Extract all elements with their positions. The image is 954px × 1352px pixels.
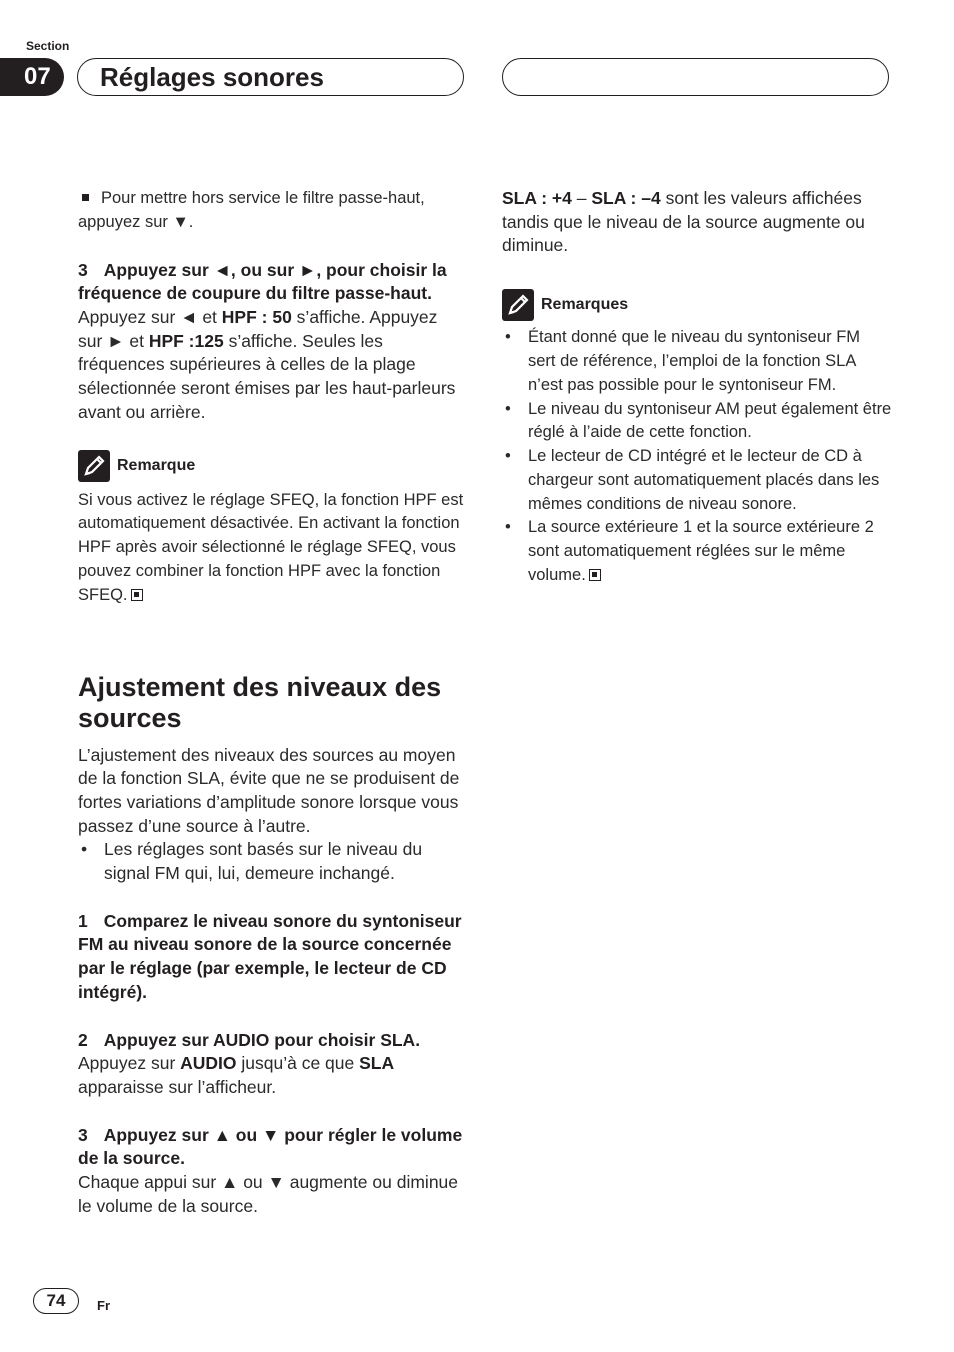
header-empty-box <box>502 58 889 96</box>
section-heading: Ajustement des niveaux des sources <box>78 671 442 733</box>
note-text: La source extérieure 1 et la source extérieure 2 sont automatiquement réglées sur le même volume. <box>528 518 874 585</box>
list-item: • Les réglages sont basés sur le niveau du signal FM qui, lui, demeure inchangé. <box>78 838 466 885</box>
button-name: AUDIO <box>180 1053 237 1074</box>
right-column <box>502 187 892 588</box>
sla-values-text <box>502 187 892 258</box>
note-text: Si vous activez le réglage SFEQ, la fonction HPF est automatiquement désactivée. En activant la fonction HPF après avoir sélectionné le réglage SFEQ, vous pouvez combiner la fonction HPF avec la fonction SFEQ. <box>78 490 464 604</box>
step-title: Comparez le niveau sonore du syntoniseur FM au niveau sonore de la source concernée par le réglage (par exemple, le lecteur de CD intégré). <box>78 910 462 1002</box>
note-title: Remarque <box>117 456 196 474</box>
list-item <box>502 516 892 587</box>
note-body <box>78 489 466 608</box>
step-2 <box>78 1029 466 1053</box>
display-value: SLA <box>359 1053 395 1074</box>
notes-header <box>502 288 892 322</box>
body-text: jusqu’à ce que <box>236 1053 360 1074</box>
note-header <box>78 449 466 483</box>
step-2-body <box>78 1052 466 1099</box>
display-value: SLA : +4 <box>502 188 572 208</box>
body-text: s’affiche. Seules les fréquences supérieures à celles de la plage sélectionnée seront émises par les haut-parleurs avant ou arrière. <box>78 330 456 422</box>
end-mark-icon <box>131 589 143 601</box>
list-item: • Étant donné que le niveau du syntoniseur FM sert de référence, l’emploi de la fonction SLA n’est pas possible pour le syntoniseur FM. <box>502 326 892 397</box>
display-value: HPF :125 <box>148 330 224 351</box>
section-title: Réglages sonores <box>100 62 324 92</box>
step-title: Appuyez sur ▲ ou ▼ pour régler le volume de la source. <box>78 1124 463 1169</box>
end-mark-icon <box>589 569 601 581</box>
note-pencil-icon <box>502 289 534 321</box>
left-column <box>78 187 466 1218</box>
step-3-body: Chaque appui sur ▲ ou ▼ augmente ou diminue le volume de la source. <box>78 1172 459 1216</box>
body-text: s’affiche. Appuyez sur ► et <box>78 307 438 351</box>
display-value: HPF : 50 <box>221 307 292 327</box>
intro-bullets <box>78 838 466 885</box>
section-number: 07 <box>0 58 64 96</box>
note-pencil-icon <box>78 450 110 482</box>
step-1 <box>78 910 466 1005</box>
step-number: 3 <box>78 259 88 280</box>
body-text: sont les valeurs affichées tandis que le niveau de la source augmente ou diminue. <box>502 188 865 256</box>
body-text: – <box>571 188 592 208</box>
body-text: Appuyez sur ◄ et <box>78 307 222 327</box>
step-title: Appuyez sur AUDIO pour choisir SLA. <box>103 1029 421 1050</box>
section-title-box <box>77 58 464 96</box>
section-label: Section <box>26 39 70 53</box>
intro-paragraph: L’ajustement des niveaux des sources au moyen de la fonction SLA, évite que ne se produisent de fortes variations d’amplitude sonore lorsque vous passez d’une source à l’autre. <box>78 744 460 836</box>
list-item: • Le lecteur de CD intégré et le lecteur de CD à chargeur sont automatiquement placés dans les mêmes conditions de niveau sonore. <box>502 445 892 516</box>
page-number: 74 <box>33 1288 79 1314</box>
intro-square-item <box>78 187 466 235</box>
display-value: SLA : –4 <box>591 188 661 208</box>
square-bullet-icon <box>82 194 89 201</box>
step-number: 2 <box>78 1029 88 1050</box>
list-item: • Le niveau du syntoniseur AM peut également être réglé à l’aide de cette fonction. <box>502 398 892 446</box>
body-text: Appuyez sur <box>78 1053 181 1074</box>
step-3 <box>78 1124 466 1171</box>
step-3-hpf <box>78 259 466 306</box>
notes-title: Remarques <box>541 296 629 314</box>
language-code: Fr <box>97 1298 110 1313</box>
intro-square-text: Pour mettre hors service le filtre passe-haut, appuyez sur ▼. <box>78 189 425 231</box>
step-number: 1 <box>78 910 88 931</box>
step-3-hpf-body <box>78 306 466 425</box>
step-title: Appuyez sur ◄, ou sur ►, pour choisir la fréquence de coupure du filtre passe-haut. <box>78 259 447 304</box>
notes-list <box>502 326 892 588</box>
step-number: 3 <box>78 1124 88 1145</box>
body-text: apparaisse sur l’afficheur. <box>78 1076 277 1097</box>
